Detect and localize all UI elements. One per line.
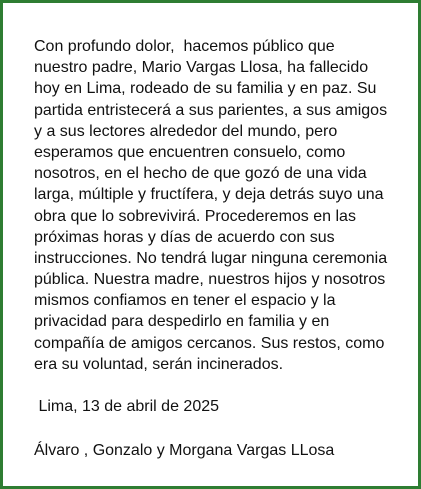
statement-line: hoy en Lima, rodeado de su familia y en paz. Su [34, 80, 377, 98]
statement-line: larga, múltiple y fructífera, y deja detrás suyo una [34, 186, 384, 204]
statement-line: y a sus lectores alrededor del mundo, pero [34, 122, 338, 140]
statement-line: nuestro padre, Mario Vargas Llosa, ha fallecido [34, 59, 369, 77]
statement-line: Con profundo dolor, hacemos público que [34, 38, 335, 55]
statement-line: mismos confiamos en tener el espacio y la [34, 292, 336, 310]
statement-date: Lima, 13 de abril de 2025 [34, 398, 220, 415]
statement-signature: Álvaro , Gonzalo y Morgana Vargas LLosa [34, 442, 335, 460]
statement-line: era su voluntad, serán incinerados. [34, 355, 284, 373]
statement-line: privacidad para despedirlo en familia y en [34, 313, 330, 331]
statement-body [34, 36, 396, 461]
statement-line: nosotros, en el hecho de que gozó de una vida [34, 165, 367, 183]
statement-line: compañía de amigos cercanos. Sus restos, como [34, 334, 385, 352]
statement-line: pública. Nuestra madre, nuestros hijos y nosotros [34, 271, 386, 289]
statement-line: instrucciones. No tendrá lugar ninguna ceremonia [34, 249, 388, 267]
statement-line: esperamos que encuentren consuelo, como [34, 143, 346, 161]
statement-line: próximas horas y días de acuerdo con sus [34, 228, 335, 246]
statement-line: partida entristecerá a sus parientes, a sus amigos [34, 101, 388, 119]
statement-line: obra que lo sobrevivirá. Procederemos en las [34, 207, 356, 225]
